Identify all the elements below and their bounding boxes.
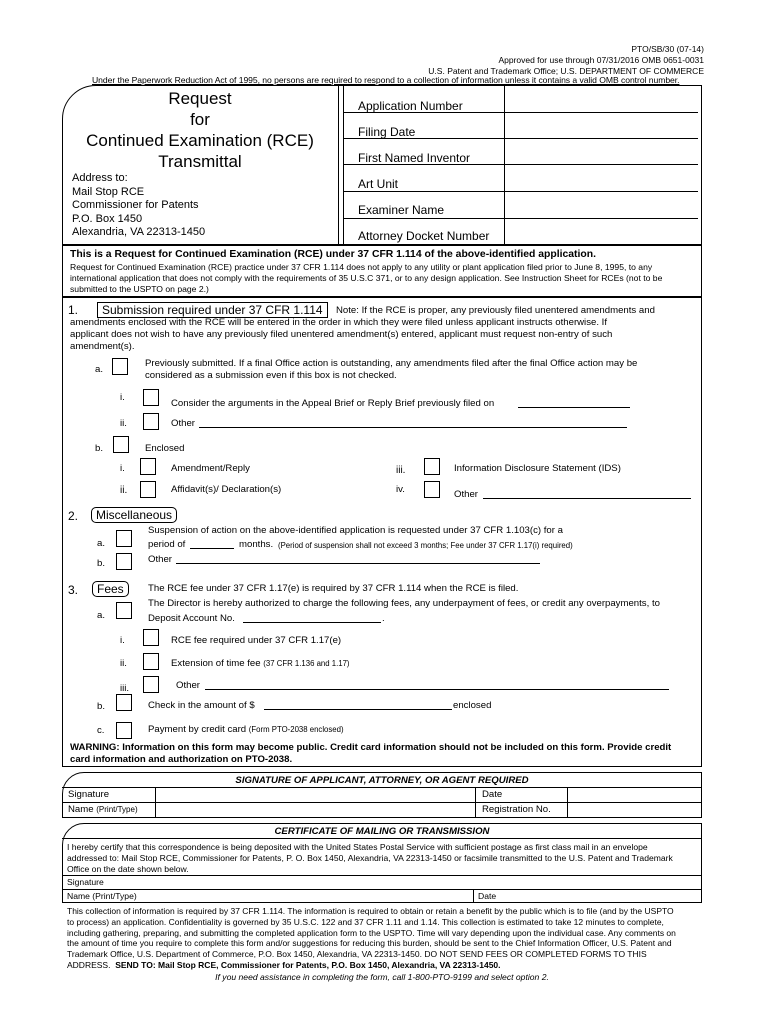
check-enclosed-checkbox[interactable] <box>116 694 132 711</box>
item-3aii-main: Extension of time fee <box>171 658 261 669</box>
warning-line-1: WARNING: Information on this form may become public. Credit card information should not be included on this form. Provide credit <box>70 742 672 753</box>
form-number: PTO/SB/30 (07-14) <box>631 44 704 54</box>
name-label-main: Name <box>68 804 94 815</box>
item-1biii-text: Information Disclosure Statement (IDS) <box>454 463 621 474</box>
form-title <box>62 88 338 172</box>
intro-heading: This is a Request for Continued Examination (RCE) under 37 CFR 1.114 of the above-identified application. <box>70 249 596 260</box>
attorney-docket-number-label: Attorney Docket Number <box>358 229 490 243</box>
address-line-4: Alexandria, VA 22313-1450 <box>72 226 206 239</box>
warning-line-2: card information and authorization on PTO-2038. <box>70 754 293 765</box>
signature-date-field[interactable] <box>568 788 701 802</box>
affidavit-declaration-checkbox[interactable] <box>140 481 156 498</box>
item-3c-label: c. <box>97 725 105 736</box>
section-3-title: Fees <box>92 581 129 597</box>
certificate-line-3: Office on the date shown below. <box>67 864 189 874</box>
paperwork-notice: Under the Paperwork Reduction Act of 1995, no persons are required to respond to a collection of information unless it contains a valid OMB control number. <box>92 75 680 85</box>
certificate-name-label: Name (Print/Type) <box>67 891 137 901</box>
title-line-3: Continued Examination (RCE) <box>86 131 314 150</box>
sig-col-2 <box>475 787 476 818</box>
misc-other-field[interactable] <box>176 563 540 564</box>
section-1-note-line-1: Note: If the RCE is proper, any previously filed unentered amendments and <box>336 305 655 316</box>
address-heading: Address to: <box>72 172 128 184</box>
item-3b-label: b. <box>97 701 106 712</box>
amendment-reply-checkbox[interactable] <box>140 458 156 475</box>
item-1biv-text: Other <box>454 489 478 500</box>
fees-a-text-2-end: . <box>382 613 385 624</box>
item-1b-label: b. <box>95 443 104 454</box>
burden-statement <box>67 906 676 971</box>
item-1aii-other-checkbox[interactable] <box>143 413 159 430</box>
burden-line-2: to process) an application. Confidentiality is governed by 35 U.S.C. 122 and 37 CFR 1.11 and 1.14. This collection is estimated to take 12 minutes to complete, <box>67 916 664 927</box>
section-1-note-line-2: amendments enclosed with the RCE will be entered in the order in which they were filed unless applicant instructs otherwise. If <box>70 317 607 328</box>
fees-other-checkbox[interactable] <box>143 676 159 693</box>
section-2-number: 2. <box>68 509 79 523</box>
item-1bi-label: i. <box>120 463 125 474</box>
art-unit-field[interactable] <box>504 165 702 191</box>
application-number-field[interactable] <box>504 86 702 112</box>
item-2a-months: months. <box>239 539 274 550</box>
id-value-column-divider <box>504 86 505 245</box>
item-3ai-text: RCE fee required under 37 CFR 1.17(e) <box>171 635 342 646</box>
address-line-1: Mail Stop RCE <box>72 185 145 198</box>
section-1-note-line-4: amendment(s). <box>70 341 135 352</box>
item-2a-period-of: period of <box>148 539 186 550</box>
credit-card-checkbox[interactable] <box>116 722 132 739</box>
item-3c-text <box>148 724 344 735</box>
cert-rule-1 <box>62 838 702 839</box>
application-number-label: Application Number <box>358 99 463 113</box>
certificate-signature-label: Signature <box>67 877 104 887</box>
item-1ai-label: i. <box>120 392 125 403</box>
burden-line-6a: ADDRESS. <box>67 959 111 970</box>
item-3c-small: (Form PTO-2038 enclosed) <box>248 725 344 734</box>
item-2b-text: Other <box>148 554 172 565</box>
item-1bii-label: ii. <box>120 485 128 496</box>
item-3aii-text <box>171 658 350 669</box>
item-1biv-other-field[interactable] <box>483 498 691 499</box>
item-3a-label: a. <box>97 610 106 621</box>
certificate-line-2: addressed to: Mail Stop RCE, Commissioner for Patents, P. O. Box 1450, Alexandria, VA 22313-1450 or facsimile transmitted to the U.S. Patent and Trademark <box>67 853 673 863</box>
address-line-3: P.O. Box 1450 <box>72 212 143 225</box>
signature-field[interactable] <box>156 788 474 802</box>
item-2b-label: b. <box>97 558 106 569</box>
art-unit-label: Art Unit <box>358 177 399 191</box>
agency-line: U.S. Patent and Trademark Office; U.S. DEPARTMENT OF COMMERCE <box>428 66 704 76</box>
name-label-small: (Print/Type) <box>96 805 138 814</box>
consider-arguments-checkbox[interactable] <box>143 389 159 406</box>
name-field[interactable] <box>156 803 474 817</box>
intro-line-1: Request for Continued Examination (RCE) practice under 37 CFR 1.114 does not apply to any utility or plant application filed prior to June 8, 1995, to any <box>70 262 653 272</box>
item-3aii-label: ii. <box>120 658 127 669</box>
section-1-title: Submission required under 37 CFR 1.114 <box>97 302 328 318</box>
item-1biii-label: iii. <box>396 465 406 476</box>
intro-line-3: submitted to the USPTO on page 2.) <box>70 284 209 294</box>
burden-line-1: This collection of information is required by 37 CFR 1.114. The information is required to obtain or retain a benefit by the public which is to file (and by the USPTO <box>67 906 674 916</box>
title-divider <box>338 85 339 245</box>
fees-a-text-1: The Director is hereby authorized to charge the following fees, any underpayment of fees, or credit any overpayments, to <box>148 598 660 609</box>
item-1bii-text: Affidavit(s)/ Declaration(s) <box>171 484 282 495</box>
item-3aiii-label: iii. <box>120 683 130 694</box>
item-1a-text-2: considered as a submission even if this box is not checked. <box>145 370 397 381</box>
first-named-inventor-field[interactable] <box>504 139 702 165</box>
intro-line-2: international application that does not comply with the requirements of 35 U.S.C 371, or to any design application. See Instruction Sheet for RCEs (not to be <box>70 273 663 283</box>
burden-line-6b: SEND TO: Mail Stop RCE, Commissioner for Patents, P.O. Box 1450, Alexandria, VA 22313-1450. <box>115 959 501 970</box>
item-2a-text-1: Suspension of action on the above-identified application is requested under 37 CFR 1.103(c) for a <box>148 525 563 536</box>
appeal-brief-date-field[interactable] <box>518 407 630 408</box>
burden-line-6 <box>67 960 676 971</box>
registration-label: Registration No. <box>482 804 551 815</box>
item-2a-label: a. <box>97 538 106 549</box>
certificate-line-1: I hereby certify that this correspondence is being deposited with the United States Postal Service with sufficient postage as first class mail in an envelope <box>67 842 648 852</box>
signature-heading: SIGNATURE OF APPLICANT, ATTORNEY, OR AGENT REQUIRED <box>235 775 529 786</box>
mailing-address <box>72 172 205 240</box>
filing-date-field[interactable] <box>504 113 702 139</box>
help-line: If you need assistance in completing the form, call 1-800-PTO-9199 and select option 2. <box>215 972 549 982</box>
fees-other-field[interactable] <box>205 689 669 690</box>
fees-a-text-2: Deposit Account No. <box>148 613 235 624</box>
misc-other-checkbox[interactable] <box>116 553 132 570</box>
extension-fee-checkbox[interactable] <box>143 653 159 670</box>
section-3-number: 3. <box>68 583 79 597</box>
date-label: Date <box>482 789 503 800</box>
examiner-name-label: Examiner Name <box>358 203 445 217</box>
deposit-account-field[interactable] <box>243 622 381 623</box>
section-1-number: 1. <box>68 303 79 317</box>
examiner-name-field[interactable] <box>504 192 702 218</box>
fees-line-1: The RCE fee under 37 CFR 1.17(e) is required by 37 CFR 1.114 when the RCE is filed. <box>148 583 519 594</box>
suspension-months-field[interactable] <box>190 548 234 549</box>
section-2-title: Miscellaneous <box>91 507 177 523</box>
item-3aii-small: (37 CFR 1.136 and 1.17) <box>263 659 350 668</box>
item-1biv-other-checkbox[interactable] <box>424 481 440 498</box>
approval-line: Approved for use through 07/31/2016 OMB 0651-0031 <box>498 55 704 65</box>
item-1bi-text: Amendment/Reply <box>171 463 250 474</box>
ids-checkbox[interactable] <box>424 458 440 475</box>
item-3b-end: enclosed <box>453 700 492 711</box>
item-2a-period-note: (Period of suspension shall not exceed 3 months; Fee under 37 CFR 1.17(i) required) <box>278 541 573 550</box>
item-1biv-label: iv. <box>396 484 405 495</box>
attorney-docket-number-field[interactable] <box>504 219 702 245</box>
enclosed-checkbox[interactable] <box>113 436 129 453</box>
item-1ai-text: Consider the arguments in the Appeal Brief or Reply Brief previously filed on <box>171 398 495 409</box>
check-amount-field[interactable] <box>264 709 452 710</box>
item-3b-text: Check in the amount of $ <box>148 700 255 711</box>
item-3c-main: Payment by credit card <box>148 724 247 735</box>
certificate-heading: CERTIFICATE OF MAILING OR TRANSMISSION <box>274 826 490 837</box>
item-3ai-label: i. <box>120 635 125 646</box>
item-3aiii-text: Other <box>176 680 200 691</box>
item-1a-text-1: Previously submitted. If a final Office action is outstanding, any amendments filed after the final Office action may be <box>145 358 638 369</box>
burden-line-5: Trademark Office, U.S. Department of Commerce, P.O. Box 1450, Alexandria, VA 22313-1450. DO NOT SEND FEES OR COMPLETED FORMS TO THIS <box>67 949 647 960</box>
burden-line-4: the amount of time you require to complete this form and/or suggestions for reducing this burden, should be sent to the Chief Information Officer, U.S. Patent and <box>67 938 672 949</box>
registration-field[interactable] <box>568 803 701 817</box>
item-1aii-label: ii. <box>120 418 127 429</box>
burden-line-3: including gathering, preparing, and submitting the completed application form to the USPTO. Time will vary depending upon the individual case. Any comments on <box>67 927 676 938</box>
previously-submitted-checkbox[interactable] <box>112 358 128 375</box>
charge-deposit-checkbox[interactable] <box>116 602 132 619</box>
cert-col <box>473 889 474 903</box>
title-line-1: Request <box>168 89 232 108</box>
certificate-date-label: Date <box>478 891 497 901</box>
item-1aii-other-field[interactable] <box>199 427 627 428</box>
filing-date-label: Filing Date <box>358 125 416 139</box>
title-line-4: Transmittal <box>158 152 242 171</box>
rce-fee-checkbox[interactable] <box>143 629 159 646</box>
certificate-name-field[interactable] <box>145 890 470 903</box>
address-line-2: Commissioner for Patents <box>72 199 199 212</box>
title-line-2: for <box>190 110 210 129</box>
certificate-signature-field[interactable] <box>110 876 700 889</box>
suspension-checkbox[interactable] <box>116 530 132 547</box>
item-1aii-text: Other <box>171 418 195 429</box>
item-1b-text: Enclosed <box>145 443 185 454</box>
section-1-note-line-3: applicant does not wish to have any previously filed unentered amendment(s) entered, applicant must request non-entry of such <box>70 329 613 340</box>
first-named-inventor-label: First Named Inventor <box>358 151 471 165</box>
signature-label: Signature <box>68 789 110 800</box>
name-label <box>68 804 138 815</box>
item-1a-label: a. <box>95 364 104 375</box>
certificate-date-field[interactable] <box>500 890 700 903</box>
